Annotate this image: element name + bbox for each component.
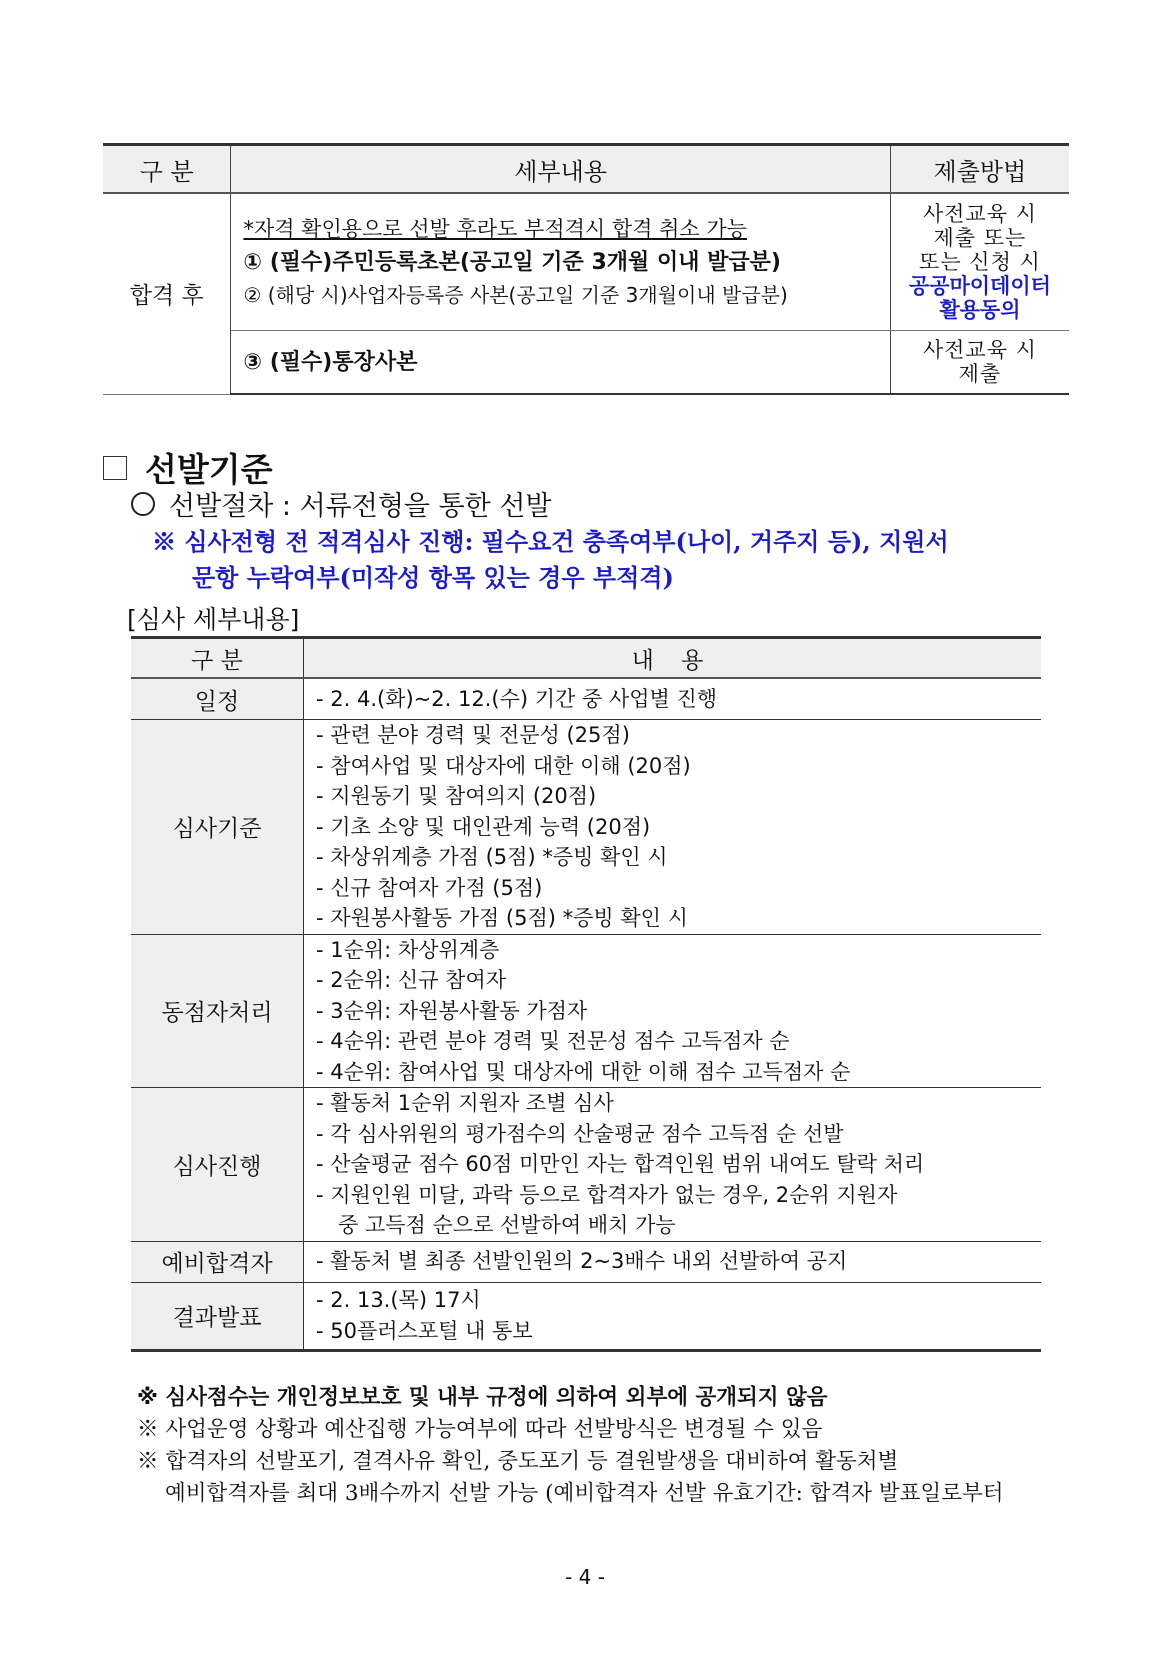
method-line: 제출 (958, 362, 1002, 386)
content-line: - 지원동기 및 참여의지 (20점) (316, 784, 597, 808)
content-line: - 2순위: 신규 참여자 (316, 968, 507, 992)
review-details-label: [심사 세부내용] (127, 605, 300, 634)
content-line: - 2. 13.(목) 17시 (316, 1288, 481, 1312)
content-line: - 각 심사위원의 평가점수의 산술평균 점수 고득점 순 선발 (316, 1121, 844, 1146)
page-number: - 4 - (565, 1565, 605, 1589)
content-line: - 지원인원 미달, 과락 등으로 합격자가 없는 경우, 2순위 지원자 (316, 1182, 898, 1207)
table-row (131, 678, 1041, 720)
content-line: - 자원봉사활동 가점 (5점) *증빙 확인 시 (316, 906, 688, 930)
content-line: 중 고득점 순으로 선발하여 배치 가능 (338, 1213, 676, 1237)
content-line: - 4순위: 참여사업 및 대상자에 대한 이해 점수 고득점자 순 (316, 1059, 851, 1084)
row-label-review-process: 심사진행 (131, 1088, 304, 1242)
checkbox-square-icon (103, 456, 127, 480)
eligibility-note-line: ※ 심사전형 전 적격심사 진행: 필수요건 충족여부(나이, 거주지 등), 지원서 (152, 527, 949, 556)
submission-documents-table (103, 143, 1069, 395)
header-details: 세부내용 (231, 145, 890, 194)
content-line: - 차상위계층 가점 (5점) *증빙 확인 시 (316, 845, 668, 869)
method-cell (890, 331, 1069, 395)
row-label-schedule: 일정 (131, 678, 304, 720)
row-content (304, 934, 1042, 1088)
section-title-text: 선발기준 (145, 450, 273, 489)
optional-doc-business-registration: ② (해당 시)사업자등록증 사본(공고일 기준 3개월이내 발급분) (243, 282, 788, 307)
row-label-criteria: 심사기준 (131, 720, 304, 935)
header-category: 구 분 (131, 638, 304, 679)
circle-bullet-icon (131, 492, 155, 516)
content-line: - 활동처 별 최종 선발인원의 2~3배수 내외 선발하여 공지 (316, 1249, 848, 1274)
content-line: - 관련 분야 경력 및 전문성 (25점) (316, 723, 630, 747)
header-content: 내 용 (304, 638, 1042, 679)
table-row (131, 1241, 1041, 1282)
method-line: 사전교육 시 (922, 202, 1037, 226)
content-line: - 50플러스포털 내 통보 (316, 1318, 533, 1343)
row-content (304, 1282, 1042, 1350)
required-doc-bankbook: ③ (필수)통장사본 (243, 349, 418, 375)
row-content (304, 1241, 1042, 1282)
header-category: 구 분 (103, 145, 231, 194)
method-line: 제출 또는 (933, 226, 1027, 250)
disqualification-note: *자격 확인용으로 선발 후라도 부적격시 합격 취소 가능 (243, 216, 747, 241)
row-label-tiebreak: 동점자처리 (131, 934, 304, 1088)
content-line: - 참여사업 및 대상자에 대한 이해 (20점) (316, 753, 691, 778)
method-cell (890, 193, 1069, 331)
row-content (304, 1088, 1042, 1242)
content-line: - 1순위: 차상위계층 (316, 937, 500, 962)
row-label-after-pass: 합격 후 (103, 193, 231, 394)
eligibility-note-line: 문항 누락여부(미작성 항목 있는 경우 부적격) (192, 563, 674, 592)
table-row (131, 720, 1041, 935)
content-line: - 2. 4.(화)~2. 12.(수) 기간 중 사업별 진행 (316, 686, 718, 711)
method-line: 사전교육 시 (922, 338, 1037, 362)
content-line: - 신규 참여자 가점 (5점) (316, 875, 543, 900)
note-reserve-selection: ※ 합격자의 선발포기, 결격사유 확인, 중도포기 등 결원발생을 대비하여 활동처별 (137, 1449, 899, 1474)
mydata-consent-highlight: 공공마이데이터 (908, 274, 1051, 298)
method-line: 또는 신청 시 (919, 250, 1041, 274)
section-subtitle (131, 484, 552, 523)
row-label-results: 결과발표 (131, 1282, 304, 1350)
note-reserve-selection-cont: 예비합격자를 최대 3배수까지 선발 가능 (예비합격자 선발 유효기간: 합격자 발표일로부터 (165, 1481, 1004, 1506)
details-cell (231, 193, 890, 331)
header-submission-method: 제출방법 (890, 145, 1069, 194)
footnotes (137, 1382, 1077, 1510)
table-row (131, 934, 1041, 1088)
details-cell (231, 331, 890, 395)
row-content (304, 678, 1042, 720)
content-line: - 활동처 1순위 지원자 조별 심사 (316, 1091, 614, 1115)
review-details-table (131, 636, 1041, 1352)
mydata-consent-highlight: 활용동의 (939, 298, 1021, 322)
note-score-privacy: ※ 심사점수는 개인정보보호 및 내부 규정에 의하여 외부에 공개되지 않음 (137, 1385, 828, 1410)
eligibility-note (152, 524, 1072, 596)
required-doc-resident-record: ① (필수)주민등록초본(공고일 기준 3개월 이내 발급분) (243, 249, 781, 275)
note-method-change: ※ 사업운영 상황과 예산집행 가능여부에 따라 선발방식은 변경될 수 있음 (137, 1417, 823, 1442)
table-row (131, 1088, 1041, 1242)
row-label-reserve: 예비합격자 (131, 1241, 304, 1282)
row-content (304, 720, 1042, 935)
content-line: - 기초 소양 및 대인관계 능력 (20점) (316, 814, 651, 839)
content-line: - 4순위: 관련 분야 경력 및 전문성 점수 고득점자 순 (316, 1029, 790, 1053)
subtitle-text: 선발절차 : 서류전형을 통한 선발 (169, 491, 552, 522)
content-line: - 3순위: 자원봉사활동 가점자 (316, 998, 588, 1023)
table-row (131, 1282, 1041, 1350)
content-line: - 산술평균 점수 60점 미만인 자는 합격인원 범위 내여도 탈락 처리 (316, 1152, 925, 1176)
